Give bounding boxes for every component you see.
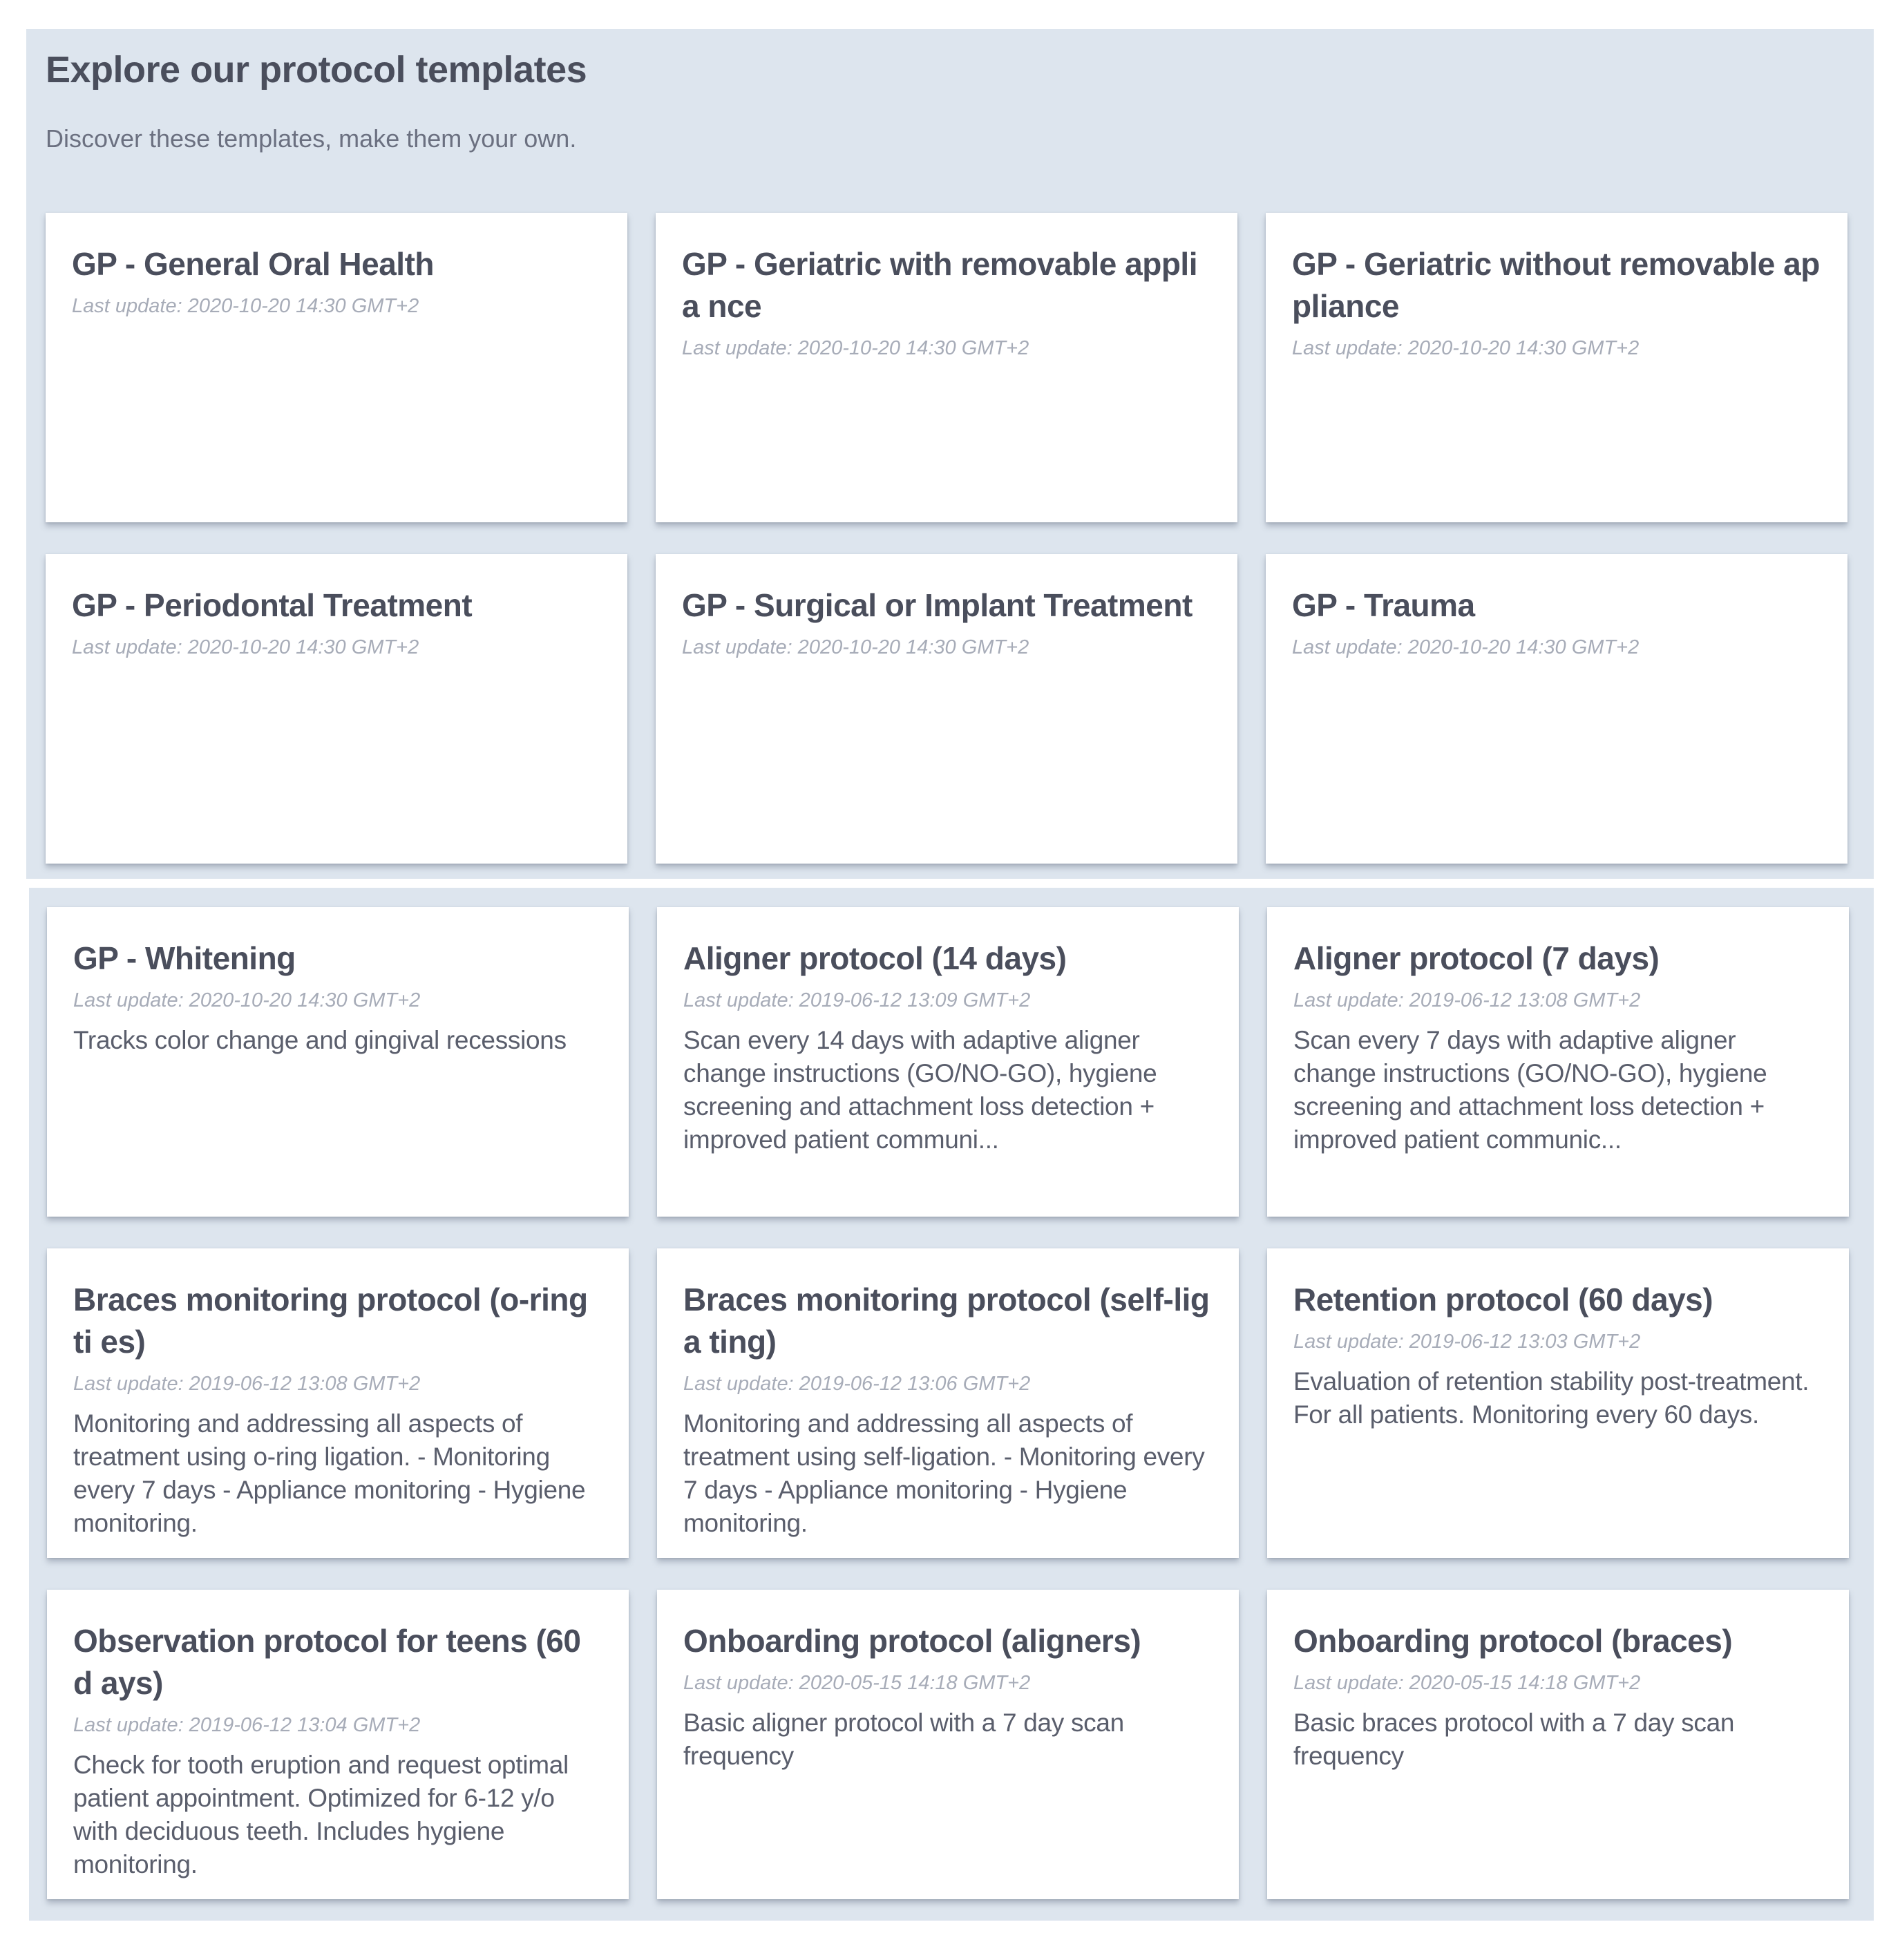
card-last-update: Last update: 2019-06-12 13:04 GMT+2 [73,1714,421,1736]
card-title: Retention protocol (60 days) [1293,1282,1713,1317]
card-last-update: Last update: 2019-06-12 13:03 GMT+2 [1293,1331,1641,1353]
card-last-update: Last update: 2019-06-12 13:08 GMT+2 [1293,989,1641,1011]
card-last-update: Last update: 2020-10-20 14:30 GMT+2 [1292,337,1640,359]
card-title: GP - Surgical or Implant Treatment [682,587,1193,623]
card-title: Braces monitoring protocol (self-liga ting) [683,1282,1210,1360]
card-last-update: Last update: 2020-10-20 14:30 GMT+2 [1292,636,1640,658]
card-last-update: Last update: 2020-10-20 14:30 GMT+2 [682,636,1029,658]
card-title: Onboarding protocol (braces) [1293,1623,1733,1659]
card-title: GP - Trauma [1292,587,1475,623]
template-card-geriatric-with-removable[interactable] [656,213,1237,522]
template-card-braces-o-ring[interactable] [47,1248,629,1558]
card-description: Tracks color change and gingival recessions [73,1026,567,1054]
template-card-aligner-14-days[interactable] [657,907,1239,1217]
card-title: GP - Geriatric with removable applia nce [682,246,1197,324]
card-last-update: Last update: 2020-05-15 14:18 GMT+2 [683,1672,1031,1694]
card-title: GP - Periodontal Treatment [72,587,473,623]
card-last-update: Last update: 2020-10-20 14:30 GMT+2 [73,989,421,1011]
card-description: Scan every 7 days with adaptive aligner change instructions (GO/NO-GO), hygiene screening and attachment loss detection + improved patient communic... [1293,1026,1767,1154]
template-card-observation-teens[interactable] [47,1590,629,1899]
template-card-onboarding-braces[interactable] [1267,1590,1849,1899]
card-description: Monitoring and addressing all aspects of treatment using o-ring ligation. - Monitoring every 7 days - Appliance monitoring - Hygiene monitoring. [73,1409,586,1537]
card-last-update: Last update: 2019-06-12 13:09 GMT+2 [683,989,1031,1011]
card-last-update: Last update: 2019-06-12 13:06 GMT+2 [683,1373,1031,1395]
template-card-periodontal-treatment[interactable] [46,554,627,864]
card-title: GP - Geriatric without removable ap pliance [1292,246,1820,324]
card-title: GP - General Oral Health [72,246,435,282]
card-title: GP - Whitening [73,940,296,976]
card-last-update: Last update: 2020-10-20 14:30 GMT+2 [72,295,419,317]
card-title: Braces monitoring protocol (o-ring ti es) [73,1282,588,1360]
card-last-update: Last update: 2019-06-12 13:08 GMT+2 [73,1373,421,1395]
template-card-trauma[interactable] [1266,554,1847,864]
template-card-whitening[interactable] [47,907,629,1217]
template-card-retention-60-days[interactable] [1267,1248,1849,1558]
card-description: Basic braces protocol with a 7 day scan frequency [1293,1709,1735,1770]
card-description: Check for tooth eruption and request optimal patient appointment. Optimized for 6-12 y/o with deciduous teeth. Includes hygiene monitoring. [73,1751,569,1878]
card-description: Evaluation of retention stability post-treatment. For all patients. Monitoring every 60 days. [1293,1367,1809,1429]
template-card-onboarding-aligners[interactable] [657,1590,1239,1899]
template-card-general-oral-health[interactable] [46,213,627,522]
card-title: Aligner protocol (7 days) [1293,940,1660,976]
template-card-geriatric-without-removable[interactable] [1266,213,1847,522]
template-card-braces-self-ligating[interactable] [657,1248,1239,1558]
card-description: Monitoring and addressing all aspects of treatment using self-ligation. - Monitoring every 7 days - Appliance monitoring - Hygiene monitoring. [683,1409,1205,1537]
template-card-aligner-7-days[interactable] [1267,907,1849,1217]
card-last-update: Last update: 2020-10-20 14:30 GMT+2 [682,337,1029,359]
card-title: Observation protocol for teens (60 d ays) [73,1623,581,1701]
card-title: Onboarding protocol (aligners) [683,1623,1141,1659]
card-title: Aligner protocol (14 days) [683,940,1067,976]
card-description: Basic aligner protocol with a 7 day scan frequency [683,1709,1124,1770]
page-subtitle: Discover these templates, make them your own. [46,124,577,153]
card-description: Scan every 14 days with adaptive aligner change instructions (GO/NO-GO), hygiene screening and attachment loss detection + improved patient communi... [683,1026,1157,1154]
card-last-update: Last update: 2020-10-20 14:30 GMT+2 [72,636,419,658]
page-title: Explore our protocol templates [46,49,587,91]
template-card-surgical-implant[interactable] [656,554,1237,864]
card-last-update: Last update: 2020-05-15 14:18 GMT+2 [1293,1672,1641,1694]
